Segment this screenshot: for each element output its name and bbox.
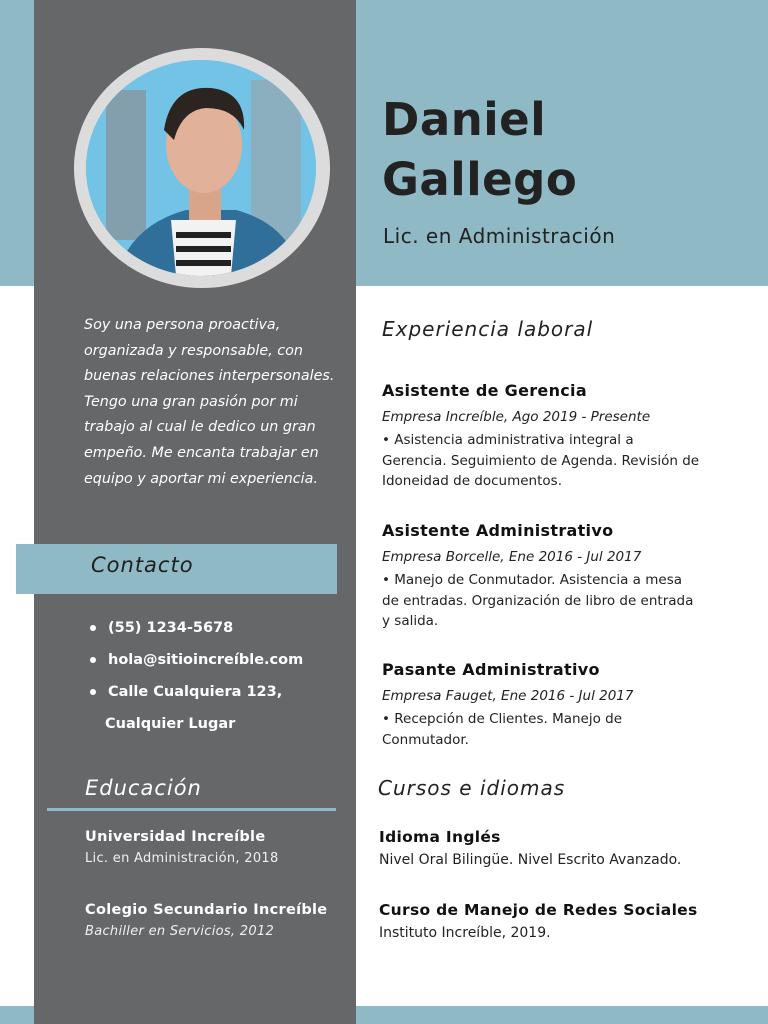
courses-section-title: Cursos e idiomas (378, 776, 566, 800)
education-institution: Universidad Increíble (85, 829, 266, 845)
contact-address-line2: Cualquier Lugar (105, 716, 236, 732)
job-description: • Manejo de Conmutador. Asistencia a mesa de entradas. Organización de libro de entrada y salida. (382, 572, 694, 629)
course-detail: Nivel Oral Bilingüe. Nivel Escrito Avanzado. (379, 852, 682, 868)
contact-email: hola@sitioincreíble.com (90, 644, 340, 676)
course-title: Idioma Inglés (379, 828, 501, 846)
job-entry (382, 381, 702, 492)
education-institution: Colegio Secundario Increíble (85, 902, 328, 918)
education-item (85, 829, 345, 866)
education-detail: Lic. en Administración, 2018 (85, 851, 279, 866)
contact-address: Calle Cualquiera 123, (90, 676, 340, 708)
education-divider (47, 808, 336, 811)
candidate-name (382, 90, 742, 210)
education-item (85, 902, 345, 939)
degree-title: Lic. en Administración (383, 224, 616, 248)
course-item (379, 901, 739, 941)
job-role: Pasante Administrativo (382, 660, 600, 679)
job-role: Asistente de Gerencia (382, 381, 587, 400)
course-title: Curso de Manejo de Redes Sociales (379, 901, 698, 919)
education-detail: Bachiller en Servicios, 2012 (85, 924, 275, 939)
last-name: Gallego (382, 153, 578, 206)
contact-section-title: Contacto (91, 553, 194, 577)
job-entry (382, 521, 702, 632)
job-entry (382, 660, 702, 750)
job-description: • Asistencia administrativa integral a Gerencia. Seguimiento de Agenda. Revisión de Idoneidad de documentos. (382, 432, 700, 489)
job-company: Empresa Increíble, Ago 2019 - Presente (382, 409, 651, 425)
contact-phone: (55) 1234-5678 (90, 612, 340, 644)
job-role: Asistente Administrativo (382, 521, 614, 540)
job-company: Empresa Borcelle, Ene 2016 - Jul 2017 (382, 549, 642, 565)
course-item (379, 828, 739, 868)
job-company: Empresa Fauget, Ene 2016 - Jul 2017 (382, 688, 634, 704)
profile-photo (86, 60, 316, 276)
first-name: Daniel (382, 93, 547, 146)
course-detail: Instituto Increíble, 2019. (379, 925, 551, 941)
education-section-title: Educación (85, 776, 202, 800)
profile-summary: Soy una persona proactiva, organizada y responsable, con buenas relaciones interpersonales. Tengo una gran pasión por mi trabajo al cual le dedico un gran empeño. Me encanta trabajar en equipo y aportar mi experiencia. (84, 317, 335, 487)
contact-list (90, 612, 340, 740)
experience-section-title: Experiencia laboral (382, 317, 594, 341)
job-description: • Recepción de Clientes. Manejo de Conmutador. (382, 711, 623, 748)
